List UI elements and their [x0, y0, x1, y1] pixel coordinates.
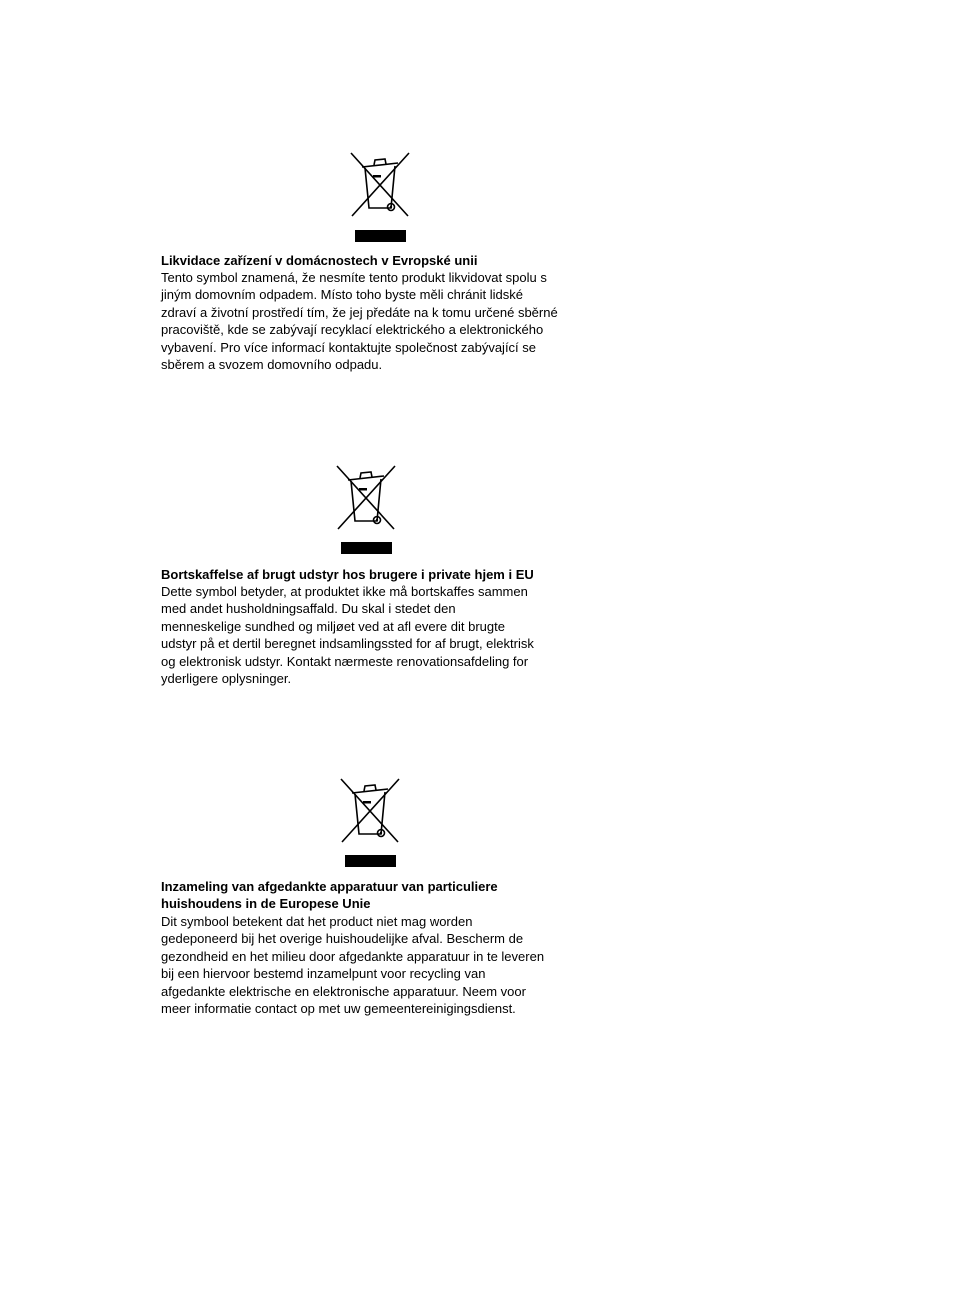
- weee-crossed-out-bin-icon: [334, 463, 398, 557]
- section-body-cs: Tento symbol znamená, že nesmíte tento produkt likvidovat spolu s jiným domovním odpadem. Místo toho byste měli chránit lidské zdraví a životní prostředí tím, že jej předáte na k tomu určené sběrné pracoviště, kde se zabývají recyklací elektrického a elektronického vybavení. Pro více informací kontaktujte společnost zabývající se sběrem a svozem domovního odpadu.: [161, 270, 558, 373]
- section-heading-nl: Inzameling van afgedankte apparatuur van particuliere huishoudens in de Europese Unie: [161, 879, 498, 912]
- section-heading-cs: Likvidace zařízení v domácnostech v Evropské unii: [161, 253, 478, 268]
- section-body-da: Dette symbol betyder, at produktet ikke må bortskaffes sammen med andet husholdningsaffald. Du skal i stedet den menneskelige sundhed og miljøet ved at afl evere dit brugte udstyr på et dertil beregnet indsamlingssted for af brugt, elektrisk og elektronisk udstyr. Kontakt nærmeste renovationsafdeling for yderligere oplysninger.: [161, 584, 534, 687]
- weee-crossed-out-bin-icon: [338, 776, 402, 870]
- section-heading-da: Bortskaffelse af brugt udstyr hos brugere i private hjem i EU: [161, 567, 534, 582]
- weee-crossed-out-bin-icon: [348, 150, 412, 244]
- section-body-nl: Dit symbool betekent dat het product niet mag worden gedeponeerd bij het overige huishoudelijke afval. Bescherm de gezondheid en het milieu door afgedankte apparatuur in te leveren bij een hiervoor bestemd inzamelpunt voor recycling van afgedankte elektrische en elektronische apparatuur. Neem voor meer informatie contact op met uw gemeentereinigingsdienst.: [161, 914, 545, 1017]
